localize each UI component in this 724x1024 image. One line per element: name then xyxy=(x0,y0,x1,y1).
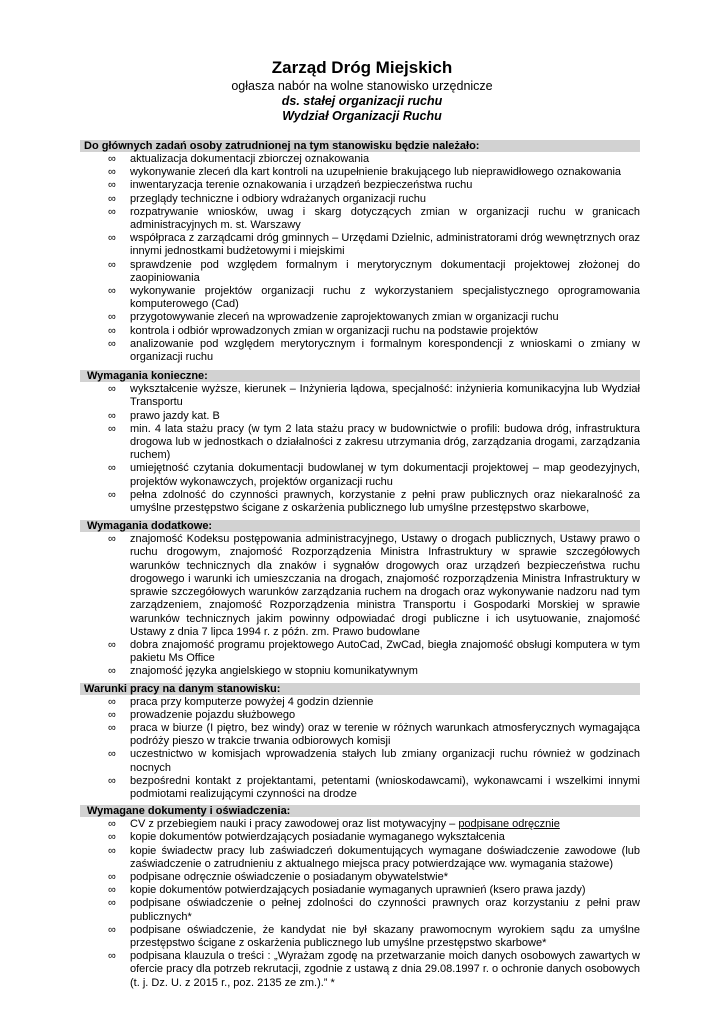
list-item-text: praca przy komputerze powyżej 4 godzin dziennie xyxy=(130,695,374,708)
list-item xyxy=(80,285,640,311)
infinity-bullet-icon: ∞ xyxy=(108,831,116,844)
infinity-bullet-icon: ∞ xyxy=(108,192,116,205)
list-item xyxy=(80,232,640,258)
document-body xyxy=(80,140,640,990)
list-item-text: rozpatrywanie wniosków, uwag i skarg dotyczących zmian w organizacji ruchu w granicach administracyjnych m. st. Warszawy xyxy=(130,205,640,232)
list-item xyxy=(80,338,640,364)
list-item xyxy=(80,383,640,409)
list-item-text: kopie świadectw pracy lub zaświadczeń dokumentujących wymagane doświadczenie zawodowe (lub zaświadczenie o zatrudnieniu z aktualnego miejsca pracy potwierdzające ww. wymagania stażowe) xyxy=(130,844,640,870)
required-documents-section xyxy=(80,805,640,990)
list-item xyxy=(80,924,640,950)
infinity-bullet-icon: ∞ xyxy=(108,324,116,337)
list-item xyxy=(80,897,640,923)
infinity-bullet-icon: ∞ xyxy=(108,748,116,761)
requirements-heading: Wymagania konieczne: xyxy=(80,370,640,382)
list-item xyxy=(80,871,640,884)
list-item-text: pełna zdolność do czynności prawnych, korzystanie z pełni praw publicznych oraz niekaralność za umyślne przestępstwo ścigane z oskarżenia publicznego lub umyślne przestępstwo skarbowe, xyxy=(130,488,640,515)
list-item xyxy=(80,311,640,324)
list-item xyxy=(80,533,640,639)
list-item xyxy=(80,818,640,831)
list-item-text: podpisana klauzula o treści : „Wyrażam zgodę na przetwarzanie moich danych osobowych zawartych w ofercie pracy dla potrzeb rekrutacji, zgodnie z ustawą z dnia 29.08.1997 r. o ochronie danych osobowych (t. j. Dz. U. z 2015 r., poz. 2135 ze zm.).” * xyxy=(130,950,640,989)
announcement-line: ogłasza nabór na wolne stanowisko urzędnicze xyxy=(231,79,493,93)
infinity-bullet-icon: ∞ xyxy=(108,533,116,546)
list-item-text: umiejętność czytania dokumentacji budowlanej w tym dokumentacji projektowej – map geodezyjnych, projektów wykonawczych, projektów organizacji ruchu xyxy=(130,462,640,488)
infinity-bullet-icon: ∞ xyxy=(108,665,116,678)
list-item-text: aktualizacja dokumentacji zbiorczej oznakowania xyxy=(130,153,370,165)
list-item xyxy=(80,709,640,722)
requirements-list xyxy=(80,383,640,515)
additional-requirements-list xyxy=(80,533,640,678)
infinity-bullet-icon: ∞ xyxy=(108,153,116,165)
list-item-text: podpisane oświadczenie, że kandydat nie był skazany prawomocnym wyrokiem sądu za umyślne przestępstwo ścigane z oskarżenia publicznego lub umyślne przestępstwo skarbowe* xyxy=(130,923,640,949)
list-item xyxy=(80,153,640,166)
additional-requirements-heading: Wymagania dodatkowe: xyxy=(80,520,640,532)
list-item xyxy=(80,639,640,665)
list-item xyxy=(80,259,640,285)
list-item xyxy=(80,831,640,844)
list-item xyxy=(80,845,640,871)
list-item xyxy=(80,206,640,232)
infinity-bullet-icon: ∞ xyxy=(108,383,116,396)
list-item xyxy=(80,179,640,192)
list-item-text: prowadzenie pojazdu służbowego xyxy=(130,708,296,721)
required-documents-heading: Wymagane dokumenty i oświadczenia: xyxy=(80,805,640,817)
duties-section xyxy=(80,140,640,364)
list-item xyxy=(80,665,640,678)
list-item-text: sprawdzenie pod względem formalnym i merytorycznym dokumentacji projektowej złożonej do zaopiniowania xyxy=(130,258,640,284)
infinity-bullet-icon: ∞ xyxy=(108,462,116,475)
infinity-bullet-icon: ∞ xyxy=(108,311,116,324)
list-item-text: bezpośredni kontakt z projektantami, petentami (wnioskodawcami), wykonawcami i wszelkimi innymi podmiotami realizującymi czynności na drodze xyxy=(130,774,640,800)
infinity-bullet-icon: ∞ xyxy=(108,488,116,501)
required-documents-list xyxy=(80,818,640,990)
list-item xyxy=(80,410,640,423)
infinity-bullet-icon: ∞ xyxy=(108,695,116,708)
list-item-text: wykształcenie wyższe, kierunek – Inżynieria lądowa, specjalność: inżynieria komunikacyjna lub Wydział Transportu xyxy=(130,383,640,409)
list-item xyxy=(80,775,640,801)
list-item-text: inwentaryzacja terenie oznakowania i urządzeń bezpieczeństwa ruchu xyxy=(130,179,473,192)
infinity-bullet-icon: ∞ xyxy=(108,721,116,734)
infinity-bullet-icon: ∞ xyxy=(108,897,116,910)
cv-item-text: CV z przebiegiem nauki i pracy zawodowej oraz list motywacyjny – xyxy=(130,818,459,831)
list-item-text: podpisane odręcznie oświadczenie o posiadanym obywatelstwie* xyxy=(130,870,448,883)
work-conditions-heading: Warunki pracy na danym stanowisku: xyxy=(80,683,640,695)
list-item-text: znajomość języka angielskiego w stopniu komunikatywnym xyxy=(130,665,418,678)
infinity-bullet-icon: ∞ xyxy=(108,774,116,787)
work-conditions-section xyxy=(80,683,640,802)
list-item-text: wykonywanie zleceń dla kart kontroli na uzupełnienie brakującego lub nieprawidłowego oznakowania xyxy=(130,166,622,179)
list-item xyxy=(80,166,640,179)
infinity-bullet-icon: ∞ xyxy=(108,258,116,271)
list-item-text: podpisane oświadczenie o pełnej zdolności do czynności prawnych oraz korzystaniu z pełni praw publicznych* xyxy=(130,897,640,923)
list-item xyxy=(80,748,640,774)
list-item-text: analizowanie pod względem merytorycznym i formalnym korespondencji z wnioskami o zmiany w organizacji ruchu xyxy=(130,337,640,364)
additional-requirements-section xyxy=(80,520,640,678)
infinity-bullet-icon: ∞ xyxy=(108,950,116,963)
infinity-bullet-icon: ∞ xyxy=(108,638,116,651)
list-item-text: przeglądy techniczne i odbiory wdrażanych organizacji ruchu xyxy=(130,192,426,205)
list-item-text: przygotowywanie zleceń na wprowadzenie zaprojektowanych zmian w organizacji ruchu xyxy=(130,311,559,324)
requirements-section xyxy=(80,370,640,515)
list-item xyxy=(80,696,640,709)
work-conditions-list xyxy=(80,696,640,802)
infinity-bullet-icon: ∞ xyxy=(108,285,116,298)
infinity-bullet-icon: ∞ xyxy=(108,422,116,435)
organization-title: Zarząd Dróg Miejskich xyxy=(271,58,453,77)
duties-heading: Do głównych zadań osoby zatrudnionej na tym stanowisku będzie należało: xyxy=(80,140,640,152)
list-item-text: kopie dokumentów potwierdzających posiadanie wymaganych uprawnień (ksero prawa jazdy) xyxy=(130,884,586,897)
infinity-bullet-icon: ∞ xyxy=(108,844,116,857)
list-item xyxy=(80,423,640,463)
list-item-text: min. 4 lata stażu pracy (w tym 2 lata stażu pracy w budownictwie o profili: budowa dróg, infrastruktura drogowa lub w jednostkach o działalności z zakresu utrzymania dróg, zarządzania drogami, zarządzania ruchem) xyxy=(130,422,640,462)
list-item-text: praca w biurze (I piętro, bez windy) oraz w terenie w różnych warunkach atmosferycznych wymagająca podróży pieszo w trakcie trwania odbiorowych komisji xyxy=(130,721,640,748)
duties-list xyxy=(80,153,640,364)
list-item-text: uczestnictwo w komisjach wprowadzenia stałych lub zmiany organizacji ruchu również w godzinach nocnych xyxy=(130,748,640,774)
infinity-bullet-icon: ∞ xyxy=(108,884,116,897)
list-item-text: znajomość Kodeksu postępowania administracyjnego, Ustawy o drogach publicznych, Ustawy prawo o ruchu drogowym, znajomość Rozporządzenia Ministra Infrastruktury w sprawie szczegółowych warunków technicznych dla znaków i sygnałów drogowych oraz urządzeń bezpieczeństwa ruchu drogowego i warunki ich umieszczania na drogach, znajomość rozporządzenia Ministra Infrastruktury w sprawie szczegółowych warunków zarządzania ruchem na drogach oraz wykonywanie nadzoru nad tym zarządzeniem, znajomość Rozporządzenia ministra Transportu i Gospodarki Morskiej w sprawie warunków technicznych jakim powinny odpowiadać drogi publiczne i ich usytuowanie, znajomość Ustawy z dnia 7 lipca 1994 r. z późn. zm. Prawo budowlane xyxy=(130,533,640,638)
list-item-text: kontrola i odbiór wprowadzonych zmian w organizacji ruchu na podstawie projektów xyxy=(130,324,538,337)
position-title: ds. stałej organizacji ruchu xyxy=(281,94,443,108)
infinity-bullet-icon: ∞ xyxy=(108,232,116,245)
infinity-bullet-icon: ∞ xyxy=(108,337,116,350)
list-item-text: kopie dokumentów potwierdzających posiadanie wymaganego wykształcenia xyxy=(130,831,505,844)
infinity-bullet-icon: ∞ xyxy=(108,870,116,883)
list-item-text: dobra znajomość programu projektowego AutoCad, ZwCad, biegła znajomość obsługi komputera w tym pakietu Ms Office xyxy=(130,638,640,665)
infinity-bullet-icon: ∞ xyxy=(108,818,116,831)
infinity-bullet-icon: ∞ xyxy=(108,409,116,422)
list-item-text: wykonywanie projektów organizacji ruchu z wykorzystaniem specjalistycznego oprogramowania komputerowego (Cad) xyxy=(130,285,640,311)
document-header xyxy=(0,0,724,124)
infinity-bullet-icon: ∞ xyxy=(108,166,116,179)
department-title: Wydział Organizacji Ruchu xyxy=(282,109,442,123)
infinity-bullet-icon: ∞ xyxy=(108,205,116,218)
list-item-text: współpraca z zarządcami dróg gminnych – Urzędami Dzielnic, administratorami dróg wewnętrznych oraz innymi jednostkami budżetowymi i miejskimi xyxy=(130,232,640,258)
list-item xyxy=(80,722,640,748)
list-item-text: prawo jazdy kat. B xyxy=(130,409,220,422)
list-item xyxy=(80,489,640,515)
list-item xyxy=(80,884,640,897)
infinity-bullet-icon: ∞ xyxy=(108,708,116,721)
cv-item-underlined: podpisane odręcznie xyxy=(458,818,560,831)
list-item xyxy=(80,193,640,206)
infinity-bullet-icon: ∞ xyxy=(108,179,116,192)
list-item xyxy=(80,325,640,338)
infinity-bullet-icon: ∞ xyxy=(108,923,116,936)
list-item xyxy=(80,950,640,990)
list-item xyxy=(80,462,640,488)
